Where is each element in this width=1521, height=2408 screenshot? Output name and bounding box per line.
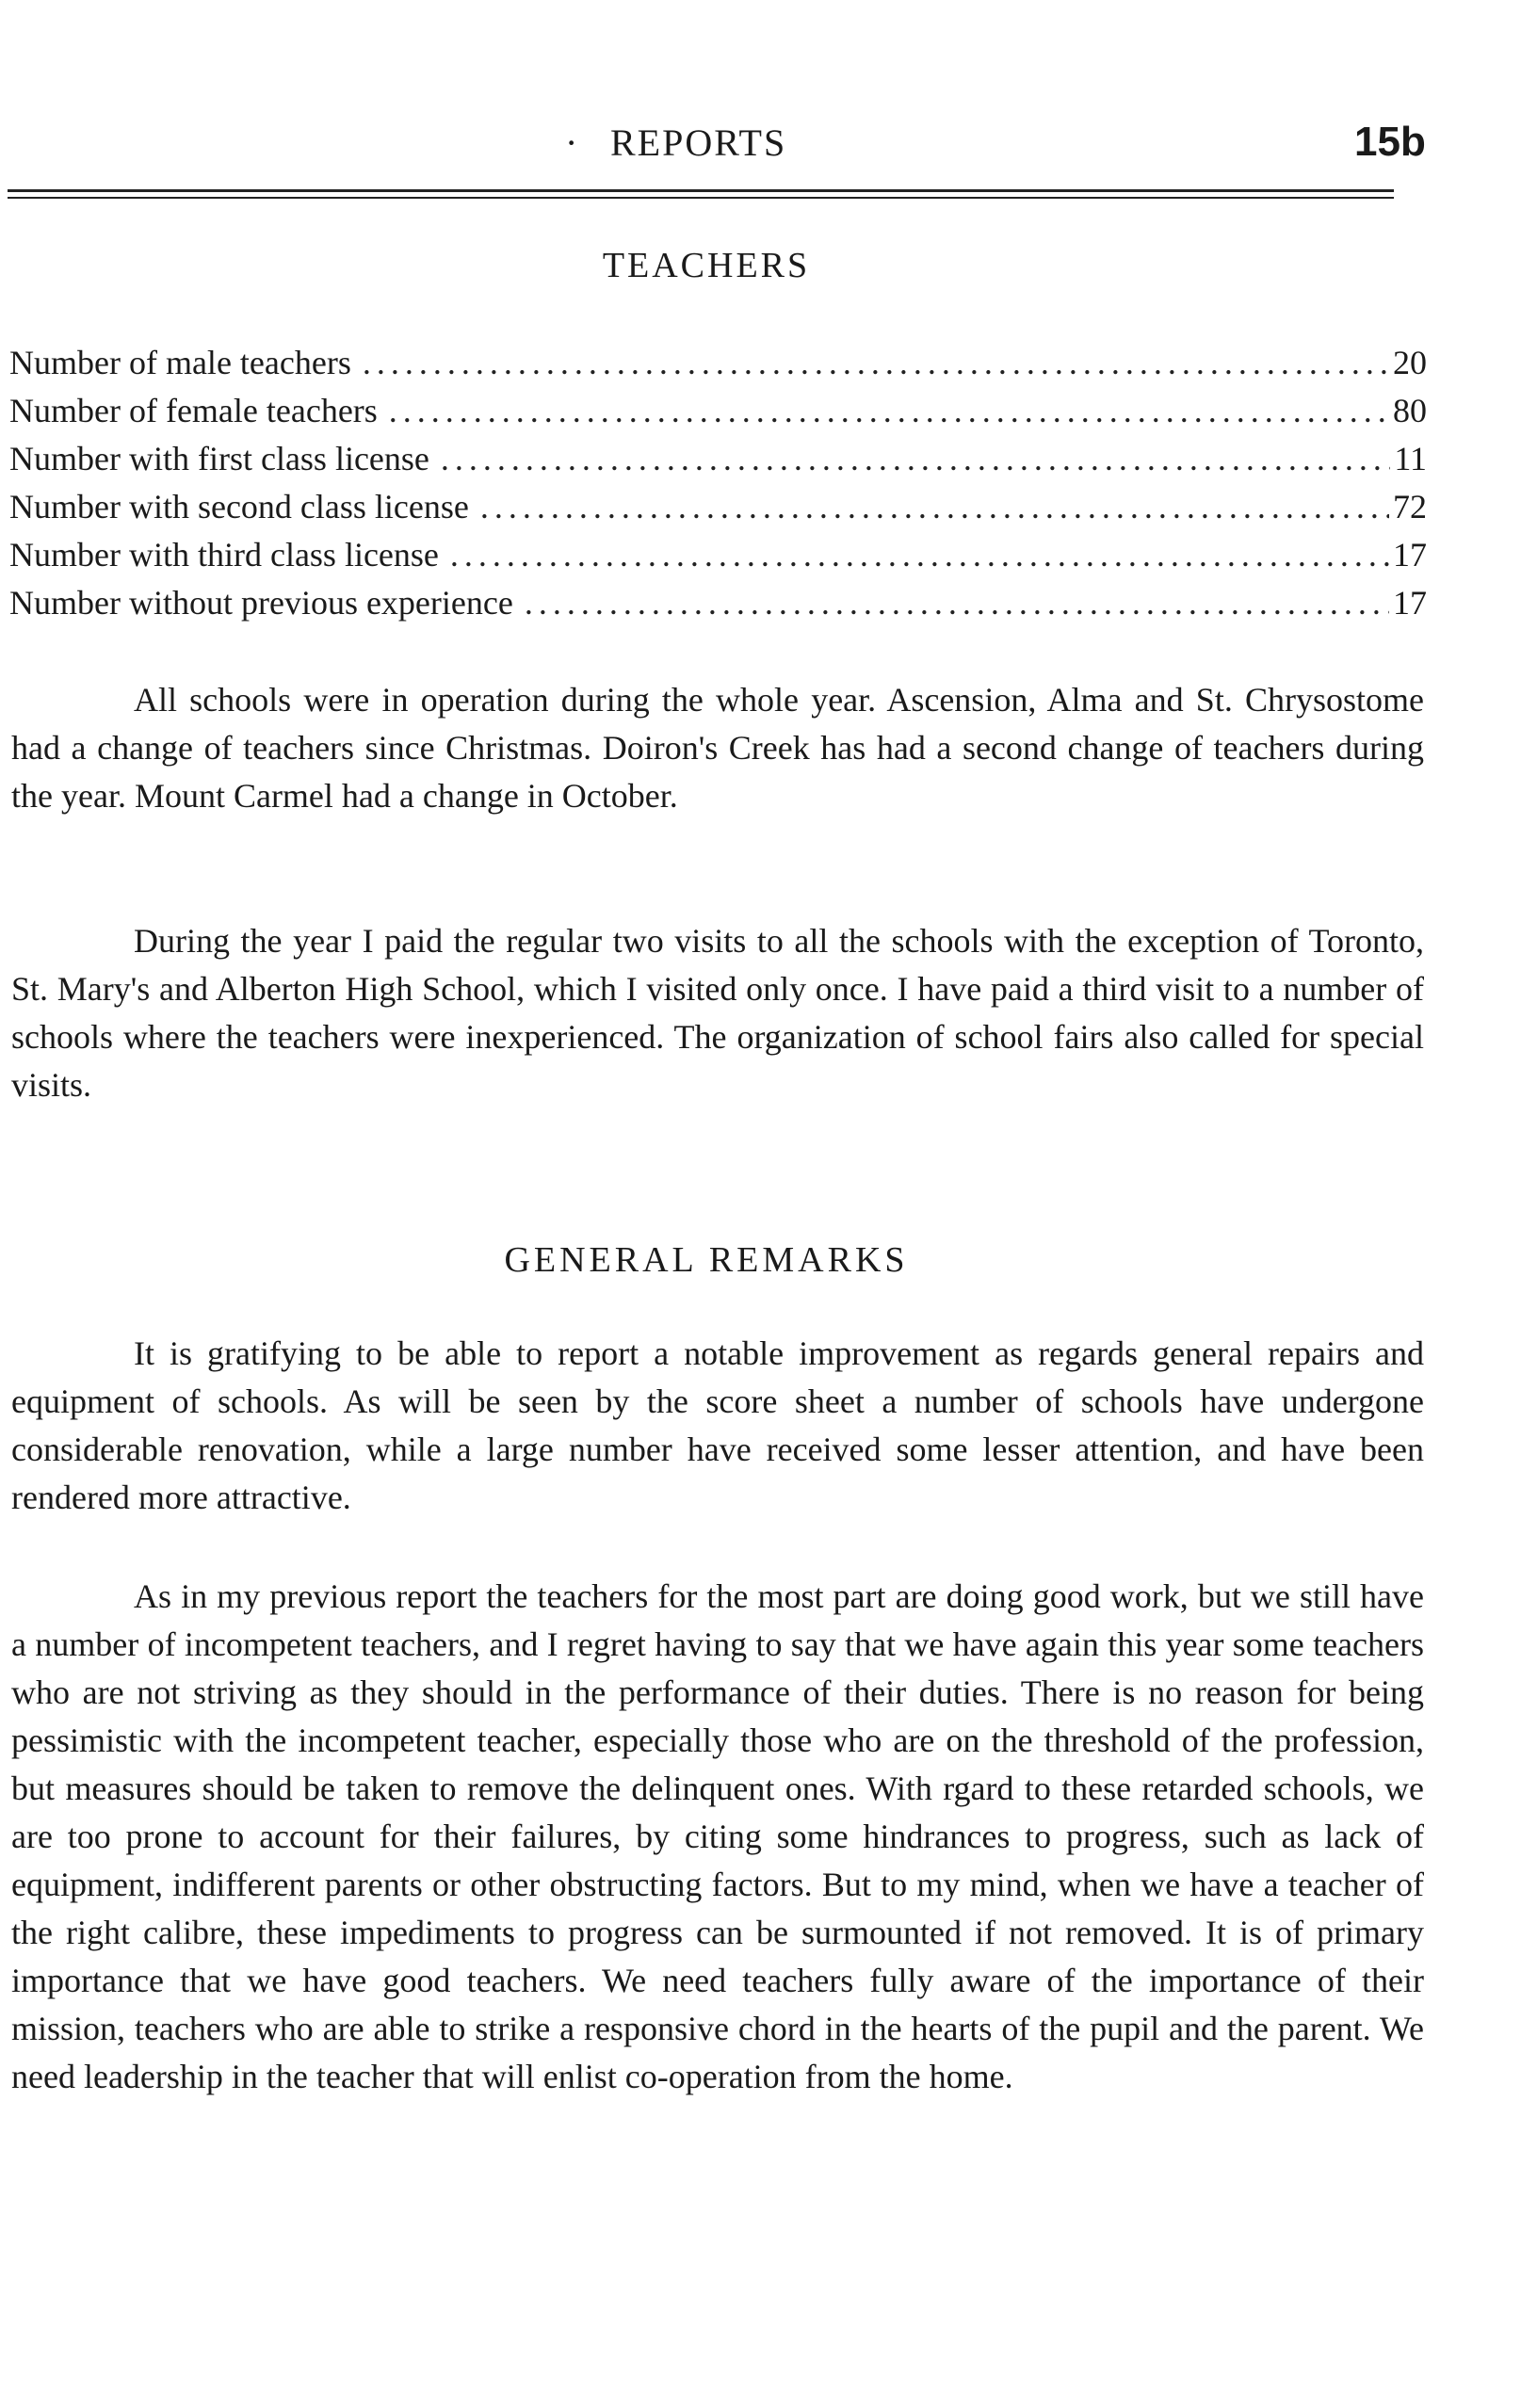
stat-label: Number with first class license [9,440,429,477]
stat-label: Number with second class license [9,488,469,525]
stat-value: 17 [1393,584,1427,622]
dot-leader [363,343,1389,382]
stat-label: Number of male teachers [9,344,351,381]
stat-label: Number without previous experience [9,584,513,622]
paragraph-improvement: It is gratifying to be able to report a notable improvement as regards general repairs and equipment of schools. As will be seen by the score sheet a number of schools have undergone considerable renovation, while a large number have received some lesser attention, and have been rendered more attractive. [11,1334,1424,1516]
stat-value: 72 [1393,488,1427,525]
section-heading-teachers: TEACHERS [602,246,811,285]
dot-leader [441,439,1390,478]
stat-row [9,391,1427,439]
dot-leader [480,487,1389,526]
stat-row [9,487,1427,535]
paragraph-teacher-quality: As in my previous report the teachers for the most part are doing good work, but we still have a number of incompetent teachers, and I regret having to say that we have again this year some teachers who are not striving as they should in the performance of their duties. There is no reason for being pessimistic with the incompetent teacher, especially those who are on the threshold of the profession, but measures should be taken to remove the delinquent ones. With rgard to these retarded schools, we are too prone to account for their failures, by citing some hindrances to progress, such as lack of equipment, indifferent parents or other obstructing factors. But to my mind, when we have a teacher of the right calibre, these impediments to progress can be surmounted if not removed. It is of primary importance that we have good teachers. We need teachers fully aware of the importance of their mission, teachers who are able to strike a responsive chord in the hearts of the pupil and the parent. We need leadership in the teacher that will enlist co-operation from the home. [11,1577,1424,2095]
stat-value: 17 [1393,536,1427,574]
paragraph-school-operation: All schools were in operation during the whole year. Ascension, Alma and St. Chrysostome had a change of teachers since Christmas. Doiron's Creek has had a second change of teachers during the year. Mount Carmel had a change in October. [11,681,1424,815]
header-rule [8,189,1394,192]
header-rule-secondary [8,197,1394,199]
dot-leader [525,583,1389,622]
stat-value: 80 [1393,392,1427,429]
stat-row [9,439,1427,487]
stat-value: 11 [1394,440,1427,477]
running-header [0,121,1521,177]
running-title: · REPORTS [610,121,786,165]
stat-label: Number of female teachers [9,392,378,429]
dot-leader [389,391,1389,430]
stat-value: 20 [1393,344,1427,381]
page-number: 15b [1354,119,1426,165]
stat-label: Number with third class license [9,536,439,574]
stat-row [9,343,1427,391]
section-heading-general-remarks: GENERAL REMARKS [504,1240,909,1280]
stat-row [9,583,1427,631]
stat-row [9,535,1427,583]
paragraph-visits: During the year I paid the regular two visits to all the schools with the exception of Toronto, St. Mary's and Alberton High School, which I visited only once. I have paid a third visit to a number of schools where the teachers were inexperienced. The organization of school fairs also called for special visits. [11,922,1424,1104]
teacher-statistics [9,343,1427,631]
dot-leader [450,535,1389,574]
